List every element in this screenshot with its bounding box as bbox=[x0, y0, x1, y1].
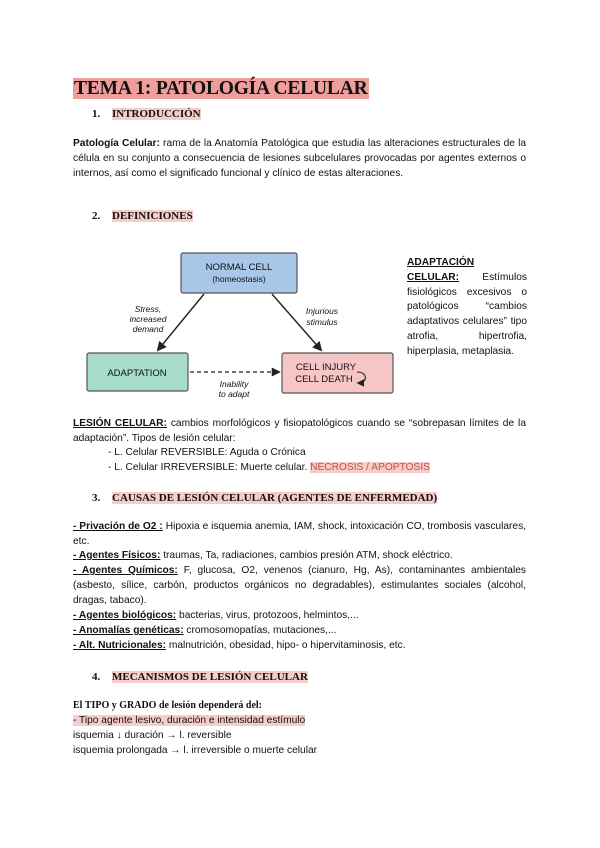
mecanismos-highlight-line bbox=[73, 714, 305, 729]
section-heading-1 bbox=[92, 107, 201, 121]
causa-text: malnutrición, obesidad, hipo- o hipervitaminosis, etc. bbox=[166, 640, 406, 651]
section-number: 1. bbox=[92, 108, 101, 120]
adaptacion-paragraph bbox=[407, 256, 527, 360]
section-number: 3. bbox=[92, 492, 101, 504]
section-label: CAUSAS DE LESIÓN CELULAR (AGENTES DE ENFERMEDAD) bbox=[112, 492, 438, 504]
section-label: MECANISMOS DE LESIÓN CELULAR bbox=[112, 671, 308, 683]
section-heading-4 bbox=[92, 670, 308, 684]
mecanismos-line-1: isquemia ↓ duración → l. reversible bbox=[73, 730, 232, 741]
causa-agentes-quimicos bbox=[73, 564, 526, 608]
mecanismos-highlight-text: - Tipo agente lesivo, duración e intensidad estímulo bbox=[73, 715, 306, 726]
causa-agentes-fisicos bbox=[73, 549, 526, 564]
lesion-term: LESIÓN CELULAR: bbox=[73, 418, 167, 429]
lesion-item-text: - L. Celular REVERSIBLE: Aguda o Crónica bbox=[108, 447, 306, 458]
causa-term: - Privación de O2 : bbox=[73, 521, 163, 532]
stress-label-2: increased bbox=[129, 314, 167, 324]
causa-text: cromosomopatías, mutaciones,... bbox=[183, 625, 337, 636]
section-label: DEFINICIONES bbox=[112, 210, 193, 222]
lesion-paragraph bbox=[73, 417, 526, 447]
section-number: 4. bbox=[92, 671, 101, 683]
adaptation-label: ADAPTATION bbox=[107, 368, 167, 379]
section-label: INTRODUCCIÓN bbox=[112, 108, 201, 120]
page-title-text: TEMA 1: PATOLOGÍA CELULAR bbox=[74, 78, 368, 99]
causa-text: Hipoxia e isquemia anemia, IAM, shock, intoxicación CO, trombosis vasculares, etc. bbox=[73, 521, 527, 547]
page-title bbox=[73, 78, 369, 100]
causa-term: - Agentes Químicos: bbox=[73, 565, 178, 576]
inability-label-2: to adapt bbox=[218, 389, 250, 399]
stress-label-1: Stress, bbox=[134, 304, 162, 314]
lesion-item-irreversible bbox=[108, 461, 430, 476]
intro-text: rama de la Anatomía Patológica que estudia las alteraciones estructurales de la célula en su conjunto a consecuencia de lesiones subcelulares provocadas por agentes externos o internos, así como el significado funcional y clínico de estas alteraciones. bbox=[73, 138, 527, 179]
adaptacion-term: ADAPTACIÓN CELULAR: bbox=[407, 257, 475, 283]
stress-label-3: demand bbox=[132, 324, 164, 334]
causa-text: F, glucosa, O2, venenos (cianuro, Hg, As), contaminantes ambientales (asbesto, sílice, carbón, productos orgánicos no degradables), estimulantes sociales (alcohol, dragas, tabaco). bbox=[73, 565, 526, 606]
mecanismos-line-2: isquemia prolongada → l. irreversible o muerte celular bbox=[73, 745, 318, 756]
necrosis-apoptosis-highlight: NECROSIS / APOPTOSIS bbox=[310, 462, 430, 473]
causa-privacion-o2 bbox=[73, 520, 526, 550]
cell-injury-label: CELL INJURY bbox=[295, 362, 357, 373]
causa-text: traumas, Ta, radiaciones, cambios presión ATM, shock eléctrico. bbox=[160, 550, 453, 561]
lesion-text: cambios morfológicos y fisiopatológicos cuando se “sobrepasan límites de la adaptación”. Tipos de lesión celular: bbox=[73, 418, 526, 444]
causa-term: - Agentes Físicos: bbox=[73, 550, 161, 561]
intro-paragraph bbox=[73, 137, 526, 181]
lesion-item-reversible bbox=[108, 446, 306, 461]
cell-injury-box bbox=[282, 353, 393, 393]
mecanismos-heading: El TIPO y GRADO de lesión dependerá del: bbox=[73, 700, 262, 711]
causa-agentes-biologicos bbox=[73, 609, 526, 624]
normal-cell-sublabel: (homeostasis) bbox=[212, 274, 266, 284]
section-number: 2. bbox=[92, 210, 101, 222]
normal-cell-label: NORMAL CELL bbox=[205, 262, 273, 273]
adaptacion-text: Estímulos fisiológicos excesivos o patológicos “cambios adaptativos celulares” tipo atrofia, hipertrofia, hiperplasia, metaplasia. bbox=[407, 271, 527, 357]
causa-term: - Alt. Nutricionales: bbox=[73, 640, 167, 651]
cell-death-label: CELL DEATH bbox=[295, 374, 353, 385]
section-heading-3 bbox=[92, 491, 437, 505]
causa-text: bacterias, virus, protozoos, helmintos,... bbox=[176, 610, 359, 621]
injurious-label-1: Injurious bbox=[305, 306, 339, 316]
cell-response-diagram bbox=[86, 250, 396, 400]
intro-term: Patología Celular: bbox=[73, 138, 160, 149]
causa-term: - Agentes biológicos: bbox=[73, 610, 177, 621]
lesion-item-text: - L. Celular IRREVERSIBLE: Muerte celular. bbox=[108, 462, 311, 473]
section-heading-2 bbox=[92, 209, 193, 223]
causa-alt-nutricionales bbox=[73, 639, 526, 654]
normal-cell-box bbox=[181, 253, 297, 293]
inability-label-1: Inability bbox=[219, 379, 249, 389]
injurious-label-2: stimulus bbox=[306, 317, 338, 327]
causa-anomalias-geneticas bbox=[73, 624, 526, 639]
causa-term: - Anomalías genéticas: bbox=[73, 625, 184, 636]
